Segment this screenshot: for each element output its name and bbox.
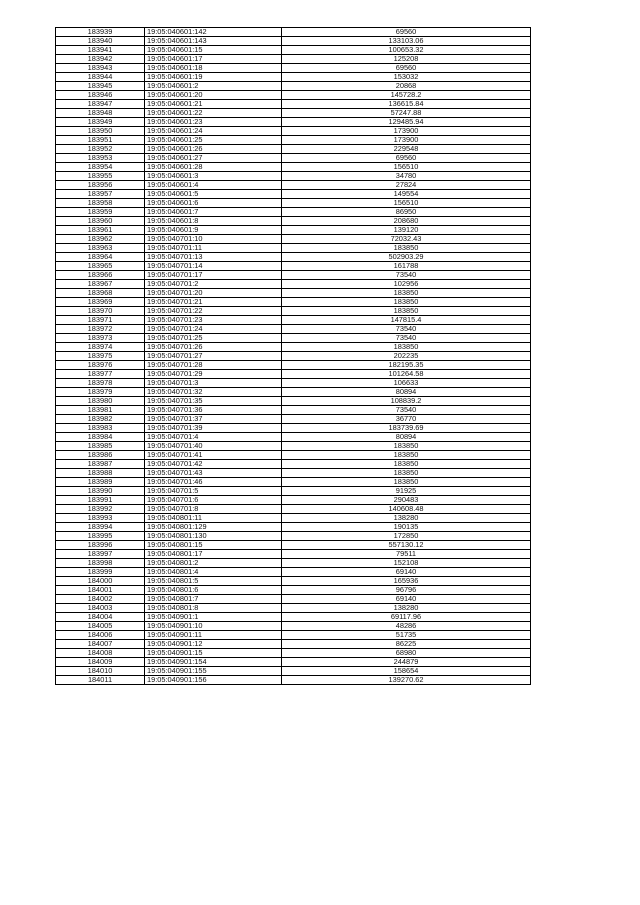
- table-row: [56, 433, 531, 442]
- table-row: [56, 667, 531, 676]
- row-id-cell: 183984: [56, 433, 145, 442]
- table-row: [56, 181, 531, 190]
- table-body: [56, 28, 531, 685]
- row-id-cell: 183966: [56, 271, 145, 280]
- cadastral-number-cell: 19:05:040701:17: [145, 271, 282, 280]
- cadastral-number-cell: 19:05:040701:24: [145, 325, 282, 334]
- row-id-cell: 184011: [56, 676, 145, 685]
- row-id-cell: 183947: [56, 100, 145, 109]
- value-cell: 36770: [282, 415, 531, 424]
- row-id-cell: 183972: [56, 325, 145, 334]
- value-cell: 156510: [282, 199, 531, 208]
- cadastral-number-cell: 19:05:040601:20: [145, 91, 282, 100]
- cadastral-number-cell: 19:05:040601:8: [145, 217, 282, 226]
- value-cell: 183850: [282, 307, 531, 316]
- cadastral-number-cell: 19:05:040701:41: [145, 451, 282, 460]
- table-row: [56, 352, 531, 361]
- table-row: [56, 514, 531, 523]
- table-row: [56, 415, 531, 424]
- value-cell: 183850: [282, 460, 531, 469]
- cadastral-number-cell: 19:05:040701:39: [145, 424, 282, 433]
- value-cell: 165936: [282, 577, 531, 586]
- value-cell: 108839.2: [282, 397, 531, 406]
- cadastral-number-cell: 19:05:040601:6: [145, 199, 282, 208]
- value-cell: 69140: [282, 568, 531, 577]
- cadastral-number-cell: 19:05:040701:37: [145, 415, 282, 424]
- cadastral-number-cell: 19:05:040601:18: [145, 64, 282, 73]
- cadastral-number-cell: 19:05:040601:21: [145, 100, 282, 109]
- row-id-cell: 183994: [56, 523, 145, 532]
- cadastral-number-cell: 19:05:040901:1: [145, 613, 282, 622]
- cadastral-number-cell: 19:05:040701:6: [145, 496, 282, 505]
- table-row: [56, 505, 531, 514]
- table-row: [56, 37, 531, 46]
- row-id-cell: 183979: [56, 388, 145, 397]
- cadastral-number-cell: 19:05:040701:36: [145, 406, 282, 415]
- cadastral-number-cell: 19:05:040701:8: [145, 505, 282, 514]
- value-cell: 557130.12: [282, 541, 531, 550]
- cadastral-number-cell: 19:05:040701:13: [145, 253, 282, 262]
- value-cell: 20868: [282, 82, 531, 91]
- value-cell: 72032.43: [282, 235, 531, 244]
- table-row: [56, 136, 531, 145]
- table-row: [56, 334, 531, 343]
- table-row: [56, 613, 531, 622]
- table-row: [56, 658, 531, 667]
- table-row: [56, 478, 531, 487]
- row-id-cell: 183996: [56, 541, 145, 550]
- row-id-cell: 184009: [56, 658, 145, 667]
- cadastral-number-cell: 19:05:040901:154: [145, 658, 282, 667]
- row-id-cell: 184006: [56, 631, 145, 640]
- row-id-cell: 183993: [56, 514, 145, 523]
- value-cell: 183739.69: [282, 424, 531, 433]
- table-row: [56, 469, 531, 478]
- value-cell: 48286: [282, 622, 531, 631]
- table-row: [56, 91, 531, 100]
- value-cell: 139270.62: [282, 676, 531, 685]
- row-id-cell: 183945: [56, 82, 145, 91]
- value-cell: 69560: [282, 64, 531, 73]
- value-cell: 161788: [282, 262, 531, 271]
- table-row: [56, 343, 531, 352]
- value-cell: 173900: [282, 136, 531, 145]
- row-id-cell: 183997: [56, 550, 145, 559]
- table-row: [56, 262, 531, 271]
- value-cell: 136615.84: [282, 100, 531, 109]
- row-id-cell: 183981: [56, 406, 145, 415]
- cadastral-number-cell: 19:05:040601:4: [145, 181, 282, 190]
- value-cell: 183850: [282, 298, 531, 307]
- value-cell: 57247.88: [282, 109, 531, 118]
- table-row: [56, 406, 531, 415]
- row-id-cell: 183965: [56, 262, 145, 271]
- cadastral-number-cell: 19:05:040701:25: [145, 334, 282, 343]
- cadastral-number-cell: 19:05:040901:156: [145, 676, 282, 685]
- table-row: [56, 496, 531, 505]
- table-row: [56, 208, 531, 217]
- cadastral-number-cell: 19:05:040601:17: [145, 55, 282, 64]
- value-cell: 183850: [282, 244, 531, 253]
- table-row: [56, 460, 531, 469]
- cadastral-number-cell: 19:05:040701:14: [145, 262, 282, 271]
- row-id-cell: 183950: [56, 127, 145, 136]
- row-id-cell: 183964: [56, 253, 145, 262]
- table-row: [56, 118, 531, 127]
- table-row: [56, 109, 531, 118]
- row-id-cell: 183942: [56, 55, 145, 64]
- cadastral-number-cell: 19:05:040701:27: [145, 352, 282, 361]
- value-cell: 96796: [282, 586, 531, 595]
- row-id-cell: 183952: [56, 145, 145, 154]
- row-id-cell: 183953: [56, 154, 145, 163]
- table-row: [56, 172, 531, 181]
- table-row: [56, 442, 531, 451]
- cadastral-number-cell: 19:05:040601:26: [145, 145, 282, 154]
- value-cell: 145728.2: [282, 91, 531, 100]
- row-id-cell: 183987: [56, 460, 145, 469]
- value-cell: 183850: [282, 451, 531, 460]
- table-row: [56, 64, 531, 73]
- table-row: [56, 127, 531, 136]
- value-cell: 139120: [282, 226, 531, 235]
- table-row: [56, 145, 531, 154]
- cadastral-number-cell: 19:05:040901:12: [145, 640, 282, 649]
- value-cell: 183850: [282, 469, 531, 478]
- cadastral-number-cell: 19:05:040701:5: [145, 487, 282, 496]
- row-id-cell: 183948: [56, 109, 145, 118]
- value-cell: 69560: [282, 28, 531, 37]
- cadastral-number-cell: 19:05:040801:4: [145, 568, 282, 577]
- row-id-cell: 183991: [56, 496, 145, 505]
- table-row: [56, 631, 531, 640]
- cadastral-number-cell: 19:05:040901:15: [145, 649, 282, 658]
- value-cell: 79511: [282, 550, 531, 559]
- value-cell: 27824: [282, 181, 531, 190]
- row-id-cell: 183939: [56, 28, 145, 37]
- value-cell: 138280: [282, 514, 531, 523]
- cadastral-number-cell: 19:05:040801:130: [145, 532, 282, 541]
- cadastral-number-cell: 19:05:040701:21: [145, 298, 282, 307]
- cadastral-number-cell: 19:05:040801:5: [145, 577, 282, 586]
- row-id-cell: 184004: [56, 613, 145, 622]
- table-row: [56, 604, 531, 613]
- table-row: [56, 100, 531, 109]
- cadastral-number-cell: 19:05:040801:6: [145, 586, 282, 595]
- row-id-cell: 183998: [56, 559, 145, 568]
- cadastral-number-cell: 19:05:040701:4: [145, 433, 282, 442]
- table-row: [56, 46, 531, 55]
- row-id-cell: 183975: [56, 352, 145, 361]
- table-row: [56, 370, 531, 379]
- cadastral-number-cell: 19:05:040601:28: [145, 163, 282, 172]
- table-row: [56, 532, 531, 541]
- table-row: [56, 568, 531, 577]
- cadastral-number-cell: 19:05:040601:2: [145, 82, 282, 91]
- cadastral-number-cell: 19:05:040801:2: [145, 559, 282, 568]
- table-row: [56, 622, 531, 631]
- cadastral-number-cell: 19:05:040701:28: [145, 361, 282, 370]
- value-cell: 183850: [282, 478, 531, 487]
- table-row: [56, 253, 531, 262]
- table-row: [56, 244, 531, 253]
- value-cell: 80894: [282, 388, 531, 397]
- row-id-cell: 183976: [56, 361, 145, 370]
- row-id-cell: 183995: [56, 532, 145, 541]
- value-cell: 190135: [282, 523, 531, 532]
- value-cell: 101264.58: [282, 370, 531, 379]
- row-id-cell: 184008: [56, 649, 145, 658]
- table-row: [56, 226, 531, 235]
- row-id-cell: 183959: [56, 208, 145, 217]
- table-row: [56, 586, 531, 595]
- row-id-cell: 183940: [56, 37, 145, 46]
- row-id-cell: 183977: [56, 370, 145, 379]
- row-id-cell: 183958: [56, 199, 145, 208]
- value-cell: 183850: [282, 442, 531, 451]
- cadastral-number-cell: 19:05:040801:15: [145, 541, 282, 550]
- cadastral-number-cell: 19:05:040701:40: [145, 442, 282, 451]
- value-cell: 86950: [282, 208, 531, 217]
- cadastral-number-cell: 19:05:040701:46: [145, 478, 282, 487]
- table-row: [56, 289, 531, 298]
- value-cell: 156510: [282, 163, 531, 172]
- table-row: [56, 280, 531, 289]
- value-cell: 229548: [282, 145, 531, 154]
- value-cell: 69560: [282, 154, 531, 163]
- value-cell: 86225: [282, 640, 531, 649]
- cadastral-number-cell: 19:05:040701:26: [145, 343, 282, 352]
- row-id-cell: 183990: [56, 487, 145, 496]
- value-cell: 138280: [282, 604, 531, 613]
- row-id-cell: 184002: [56, 595, 145, 604]
- table-row: [56, 163, 531, 172]
- value-cell: 290483: [282, 496, 531, 505]
- row-id-cell: 183949: [56, 118, 145, 127]
- value-cell: 80894: [282, 433, 531, 442]
- row-id-cell: 183973: [56, 334, 145, 343]
- value-cell: 140608.48: [282, 505, 531, 514]
- value-cell: 69140: [282, 595, 531, 604]
- row-id-cell: 183944: [56, 73, 145, 82]
- value-cell: 106633: [282, 379, 531, 388]
- value-cell: 149554: [282, 190, 531, 199]
- cadastral-number-cell: 19:05:040701:29: [145, 370, 282, 379]
- row-id-cell: 184000: [56, 577, 145, 586]
- row-id-cell: 183941: [56, 46, 145, 55]
- table-row: [56, 55, 531, 64]
- row-id-cell: 183956: [56, 181, 145, 190]
- row-id-cell: 184003: [56, 604, 145, 613]
- row-id-cell: 183974: [56, 343, 145, 352]
- cadastral-number-cell: 19:05:040701:35: [145, 397, 282, 406]
- row-id-cell: 183946: [56, 91, 145, 100]
- value-cell: 100653.32: [282, 46, 531, 55]
- cadastral-number-cell: 19:05:040901:155: [145, 667, 282, 676]
- row-id-cell: 183960: [56, 217, 145, 226]
- row-id-cell: 184001: [56, 586, 145, 595]
- table-row: [56, 28, 531, 37]
- row-id-cell: 183955: [56, 172, 145, 181]
- value-cell: 73540: [282, 406, 531, 415]
- row-id-cell: 183943: [56, 64, 145, 73]
- cadastral-number-cell: 19:05:040601:22: [145, 109, 282, 118]
- cadastral-number-cell: 19:05:040901:10: [145, 622, 282, 631]
- row-id-cell: 183968: [56, 289, 145, 298]
- table-row: [56, 559, 531, 568]
- table-row: [56, 595, 531, 604]
- value-cell: 133103.06: [282, 37, 531, 46]
- cadastral-number-cell: 19:05:040601:142: [145, 28, 282, 37]
- row-id-cell: 183982: [56, 415, 145, 424]
- cadastral-number-cell: 19:05:040601:23: [145, 118, 282, 127]
- table-row: [56, 397, 531, 406]
- row-id-cell: 183986: [56, 451, 145, 460]
- row-id-cell: 183969: [56, 298, 145, 307]
- table-row: [56, 307, 531, 316]
- table-row: [56, 577, 531, 586]
- value-cell: 244879: [282, 658, 531, 667]
- table-row: [56, 649, 531, 658]
- value-cell: 51735: [282, 631, 531, 640]
- cadastral-number-cell: 19:05:040801:7: [145, 595, 282, 604]
- value-cell: 34780: [282, 172, 531, 181]
- table-row: [56, 424, 531, 433]
- cadastral-number-cell: 19:05:040801:17: [145, 550, 282, 559]
- cadastral-number-cell: 19:05:040701:20: [145, 289, 282, 298]
- value-cell: 147815.4: [282, 316, 531, 325]
- row-id-cell: 183980: [56, 397, 145, 406]
- value-cell: 202235: [282, 352, 531, 361]
- cadastral-number-cell: 19:05:040601:19: [145, 73, 282, 82]
- value-cell: 208680: [282, 217, 531, 226]
- table-row: [56, 316, 531, 325]
- table-row: [56, 325, 531, 334]
- value-cell: 73540: [282, 271, 531, 280]
- cadastral-number-cell: 19:05:040601:5: [145, 190, 282, 199]
- cadastral-number-cell: 19:05:040801:8: [145, 604, 282, 613]
- row-id-cell: 183985: [56, 442, 145, 451]
- table-row: [56, 640, 531, 649]
- table-row: [56, 271, 531, 280]
- table-row: [56, 676, 531, 685]
- row-id-cell: 183954: [56, 163, 145, 172]
- cadastral-number-cell: 19:05:040601:27: [145, 154, 282, 163]
- value-cell: 172850: [282, 532, 531, 541]
- cadastral-number-cell: 19:05:040701:43: [145, 469, 282, 478]
- row-id-cell: 183957: [56, 190, 145, 199]
- cadastral-number-cell: 19:05:040701:11: [145, 244, 282, 253]
- row-id-cell: 183978: [56, 379, 145, 388]
- row-id-cell: 184007: [56, 640, 145, 649]
- row-id-cell: 184005: [56, 622, 145, 631]
- cadastral-number-cell: 19:05:040701:2: [145, 280, 282, 289]
- table-row: [56, 199, 531, 208]
- value-cell: 69117.96: [282, 613, 531, 622]
- cadastral-number-cell: 19:05:040701:32: [145, 388, 282, 397]
- value-cell: 173900: [282, 127, 531, 136]
- row-id-cell: 183983: [56, 424, 145, 433]
- cadastral-number-cell: 19:05:040701:42: [145, 460, 282, 469]
- row-id-cell: 183962: [56, 235, 145, 244]
- table-row: [56, 523, 531, 532]
- row-id-cell: 183988: [56, 469, 145, 478]
- table-row: [56, 379, 531, 388]
- table-row: [56, 388, 531, 397]
- cadastral-number-cell: 19:05:040601:15: [145, 46, 282, 55]
- cadastral-number-cell: 19:05:040901:11: [145, 631, 282, 640]
- row-id-cell: 183963: [56, 244, 145, 253]
- cadastral-number-cell: 19:05:040701:22: [145, 307, 282, 316]
- table-row: [56, 298, 531, 307]
- row-id-cell: 183999: [56, 568, 145, 577]
- table-row: [56, 217, 531, 226]
- parcel-value-table: [55, 27, 531, 685]
- cadastral-number-cell: 19:05:040801:129: [145, 523, 282, 532]
- cadastral-number-cell: 19:05:040601:143: [145, 37, 282, 46]
- value-cell: 125208: [282, 55, 531, 64]
- cadastral-number-cell: 19:05:040601:7: [145, 208, 282, 217]
- table-row: [56, 487, 531, 496]
- cadastral-number-cell: 19:05:040701:3: [145, 379, 282, 388]
- value-cell: 183850: [282, 343, 531, 352]
- cadastral-number-cell: 19:05:040601:9: [145, 226, 282, 235]
- row-id-cell: 183971: [56, 316, 145, 325]
- row-id-cell: 183961: [56, 226, 145, 235]
- value-cell: 91925: [282, 487, 531, 496]
- value-cell: 102956: [282, 280, 531, 289]
- row-id-cell: 183951: [56, 136, 145, 145]
- cadastral-number-cell: 19:05:040801:11: [145, 514, 282, 523]
- value-cell: 152108: [282, 559, 531, 568]
- value-cell: 129485.94: [282, 118, 531, 127]
- cadastral-number-cell: 19:05:040601:25: [145, 136, 282, 145]
- value-cell: 73540: [282, 325, 531, 334]
- value-cell: 68980: [282, 649, 531, 658]
- table-row: [56, 154, 531, 163]
- row-id-cell: 183970: [56, 307, 145, 316]
- row-id-cell: 183989: [56, 478, 145, 487]
- table-row: [56, 541, 531, 550]
- row-id-cell: 184010: [56, 667, 145, 676]
- table-row: [56, 235, 531, 244]
- table-row: [56, 451, 531, 460]
- cadastral-number-cell: 19:05:040601:24: [145, 127, 282, 136]
- table-row: [56, 550, 531, 559]
- row-id-cell: 183992: [56, 505, 145, 514]
- table-row: [56, 73, 531, 82]
- value-cell: 182195.35: [282, 361, 531, 370]
- value-cell: 502903.29: [282, 253, 531, 262]
- table-row: [56, 82, 531, 91]
- value-cell: 183850: [282, 289, 531, 298]
- value-cell: 158654: [282, 667, 531, 676]
- table-row: [56, 190, 531, 199]
- cadastral-number-cell: 19:05:040701:23: [145, 316, 282, 325]
- table-row: [56, 361, 531, 370]
- row-id-cell: 183967: [56, 280, 145, 289]
- value-cell: 73540: [282, 334, 531, 343]
- value-cell: 153032: [282, 73, 531, 82]
- cadastral-number-cell: 19:05:040601:3: [145, 172, 282, 181]
- cadastral-number-cell: 19:05:040701:10: [145, 235, 282, 244]
